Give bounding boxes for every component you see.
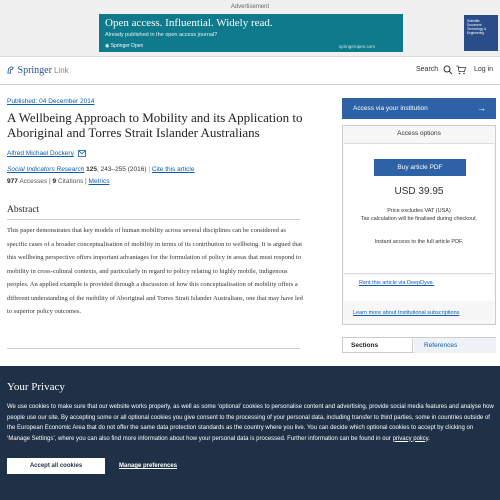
instant-access-note: Instant access to the full article PDF. (374, 239, 464, 245)
springer-link-logo[interactable] (6, 65, 69, 76)
vat-line-2: Tax calculation will be finalised during checkout. (360, 215, 478, 222)
advertisement-label: Advertisement (230, 4, 270, 10)
site-header (0, 57, 500, 85)
article-title: A Wellbeing Approach to Mobility and its Application to Aboriginal and Torres Strait Islander Australians (7, 110, 303, 140)
ad-banner[interactable] (99, 14, 487, 52)
citation-line (7, 166, 194, 173)
ad-book-cover (464, 15, 498, 51)
springer-horse-icon (6, 65, 15, 74)
buy-article-section (344, 143, 494, 274)
vat-note (354, 208, 484, 223)
accept-all-cookies-button[interactable]: Accept all cookies (7, 458, 105, 474)
vat-line-1: Price excludes VAT (USA) (387, 208, 451, 214)
logo-main-text: Springer (17, 65, 52, 76)
cart-icon[interactable] (456, 65, 466, 75)
volume: 125 (86, 166, 97, 173)
logo-sub-text: Link (53, 66, 69, 75)
ad-book-text: Scientific Document Technology & Engineering (467, 19, 487, 35)
citations-count: 9 (52, 178, 57, 185)
metrics-line (7, 178, 109, 185)
access-via-institution-button[interactable] (342, 98, 496, 119)
citations-label: Citations (57, 178, 84, 185)
divider: | (148, 166, 151, 173)
abstract-divider (7, 219, 300, 220)
article-price: USD 39.95 (394, 186, 444, 197)
tab-sections[interactable]: Sections (343, 338, 413, 353)
ad-subline: Already published in the open access journal? (105, 32, 218, 38)
login-link[interactable]: Log in (474, 66, 494, 73)
institutional-subscriptions-link[interactable]: Learn more about Institutional subscriptions (353, 310, 460, 316)
buy-article-pdf-button[interactable]: Buy article PDF (374, 159, 466, 176)
cookie-title: Your Privacy (7, 381, 65, 393)
sidebar-tabs (342, 337, 496, 353)
journal-link[interactable]: Social Indicators Research (7, 166, 85, 173)
ad-url: springeropen.com (339, 44, 376, 49)
advertisement-bar (0, 0, 500, 57)
access-options-heading: Access options (397, 130, 441, 137)
ad-brand-text: Springer Open (110, 43, 144, 49)
cookie-banner (0, 366, 500, 500)
accesses-label: Accesses (19, 178, 48, 185)
search-label[interactable]: Search (416, 66, 439, 73)
search-icon[interactable] (443, 65, 453, 75)
deepdyve-section (344, 275, 494, 301)
privacy-policy-link[interactable]: privacy policy (392, 435, 429, 442)
abstract-text: This paper demonstrates that key models of human mobility across several disciplines can be considered as specific cases of a broader conceptualisation of mobility in terms of its contribution to wellbeing. It is argued that this wellbeing perspective offers important advantages for the formulation of policy in areas that must respond to mobility in cross-cultural contexts, and particularly in regard to policy relating to highly mobile, indigenous peoples. An applied example is provided through a discussion of how this conceptualisation of mobility offers a different understanding of the mobility of Aboriginal and Torres Strait Islander Australians, one that may have led to superior policy outcomes. (7, 227, 303, 315)
mail-icon[interactable] (78, 150, 86, 157)
arrow-right-icon: → (477, 103, 486, 113)
accesses-count: 977 (7, 178, 18, 185)
published-date[interactable]: Published: 04 December 2014 (7, 98, 95, 105)
tab-references[interactable]: References (414, 338, 496, 353)
cookie-text: We use cookies to make sure that our website works properly, as well as some ‘optional’ cookies to personalise content and advertising, provide social media features and analyse how people use our site. By accepting some or all optional cookies you give consent to the processing of your personal data, including transfer to third parties, some in countries outside of the European Economic Area that do not offer the same data protection standards as the country where you live. You can decide which optional cookies to accept by clicking on ‘Manage Settings’, where you can also find more information about how your personal data is processed. Further information can be found in our privacy policy. (7, 404, 494, 442)
section-divider (7, 348, 300, 349)
ad-headline: Open access. Influential. Widely read. (105, 17, 273, 29)
divider: | (48, 178, 51, 185)
cookie-body: We use cookies to make sure that our website works properly, as well as some ‘optional’ cookies to personalise content and advertising, provide social media features and analyse how people use our site. By accepting some or all optional cookies you give consent to the processing of your personal data, including transfer to third parties, some in countries outside of the European Economic Area that do not offer the same data protection standards as the country where you live. You can decide which optional cookies to accept by clicking on ‘Manage Settings’, where you can also find more information about how your personal data is processed. Further information can be found in our (7, 404, 494, 442)
manage-preferences-link[interactable]: Manage preferences (119, 463, 178, 469)
metrics-link[interactable]: Metrics (88, 178, 110, 185)
abstract-heading: Abstract (7, 205, 40, 215)
ad-brand: ◉ Springer Open (105, 43, 144, 49)
pages-year: , 243–255 (2016) (97, 166, 147, 173)
author-link[interactable]: Alfred Michael Dockery (7, 150, 74, 157)
access-options-panel (342, 125, 496, 325)
deepdyve-link[interactable]: Rent this article via DeepDyve. (359, 280, 435, 286)
access-button-label: Access via your institution (353, 105, 428, 112)
divider: | (85, 178, 87, 185)
cite-this-article-link[interactable]: Cite this article (151, 166, 195, 173)
